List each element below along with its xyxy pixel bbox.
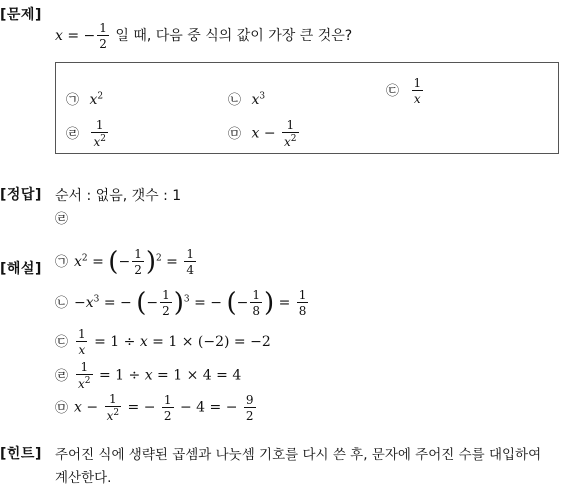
answer-mark: ㉣ xyxy=(55,212,69,227)
choice-3: ㉢ $\frac{1}{x}$ xyxy=(386,76,422,106)
choice-4: ㉣ $\frac{1}{x^2}$ xyxy=(66,118,106,149)
solution-step-4: ㉣ $\frac{1}{x^2}$ = 1 ÷ x = 1 × 4 = 4 xyxy=(55,360,242,391)
problem-label: [문제] xyxy=(0,7,42,23)
hint-label: [힌트] xyxy=(0,446,42,462)
choice-5: ㉤ x − $\frac{1}{x^2}$ xyxy=(228,118,297,149)
problem-statement: x = − $\frac{1}{2}$ 일 때, 다음 중 식의 값이 가장 큰 것은? xyxy=(55,21,353,51)
solution-step-5: ㉤ x − $\frac{1}{x^2}$ = − $\frac{1}{2}$ − 4 = − $\frac{9}{2}$ xyxy=(55,392,254,423)
choices-box xyxy=(55,62,559,154)
problem-text: 일 때, 다음 중 식의 값이 가장 큰 것은? xyxy=(115,28,353,44)
solution-step-3: ㉢ $\frac{1}{x}$ = 1 ÷ x = 1 × (−2) = −2 xyxy=(55,327,271,357)
hint-line-2: 계산한다. xyxy=(55,470,112,486)
hint-line-1: 주어진 식에 생략된 곱셈과 나눗셈 기호를 다시 쓴 후, 문자에 주어진 수를 대입하여 xyxy=(55,447,542,463)
choice-1: ㉠ $x^2$ xyxy=(66,91,104,108)
solution-step-2: ㉡ $-x^3$ = − (− $\frac{1}{2}$ )$^3$ = − (− $\frac{1}{8}$ ) = $\frac{1}{8}$ xyxy=(55,288,307,318)
choice-2: ㉡ $x^3$ xyxy=(228,91,266,108)
solution-label: [해설] xyxy=(0,261,42,277)
answer-line: 순서 : 없음, 갯수 : 1 xyxy=(55,188,182,204)
answer-label: [정답] xyxy=(0,187,42,203)
solution-step-1: ㉠ $x^2$ = (− $\frac{1}{2}$ )$^2$ = $\frac{1}{4}$ xyxy=(55,247,194,277)
